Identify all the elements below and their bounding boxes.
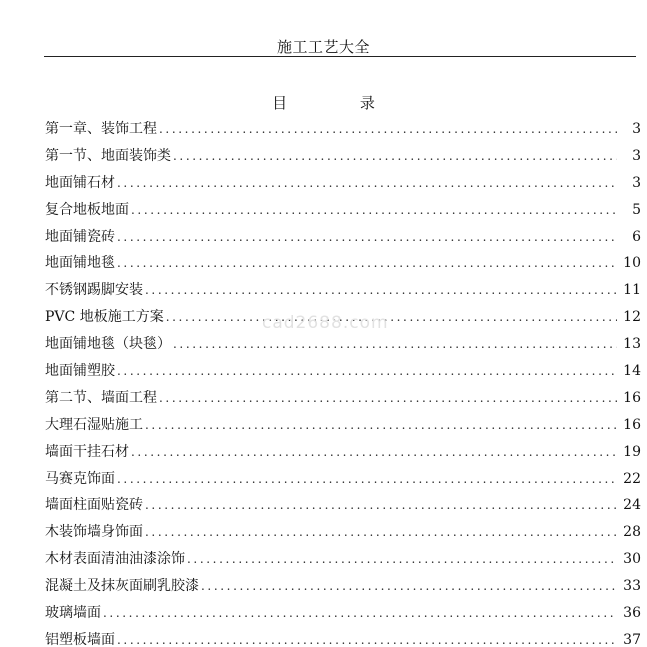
toc-entry-page: 19 — [623, 443, 641, 460]
toc-entry-title: 马赛克饰面 — [45, 470, 115, 487]
toc-entry-title: 地面铺瓷砖 — [45, 228, 115, 245]
toc-entry-title: 复合地板地面 — [45, 201, 129, 218]
toc-entry-title: 第一章、装饰工程 — [45, 121, 157, 137]
toc-leader-dots — [159, 388, 617, 409]
toc-leader-dots — [145, 495, 617, 516]
toc-leader-dots — [187, 549, 617, 570]
toc-entry[interactable] — [45, 576, 641, 603]
toc-entry[interactable] — [45, 280, 641, 307]
table-of-contents — [45, 119, 641, 647]
toc-entry-page: 22 — [623, 470, 641, 487]
toc-entry-title: 地面铺石材 — [45, 174, 115, 191]
toc-entry[interactable] — [45, 227, 641, 254]
toc-entry-page: 13 — [623, 336, 641, 353]
toc-entry[interactable] — [45, 630, 641, 647]
toc-entry-page: 11 — [623, 282, 641, 299]
toc-leader-dots — [117, 469, 617, 490]
watermark: cad2688.com — [262, 313, 389, 333]
toc-leader-dots — [103, 603, 617, 624]
toc-entry[interactable] — [45, 388, 641, 415]
document-header-title: 施工工艺大全 — [276, 38, 370, 56]
toc-entry[interactable] — [45, 361, 641, 388]
toc-entry-page: 3 — [632, 121, 641, 137]
toc-heading: 目 录 — [272, 94, 409, 112]
toc-entry-title: 地面铺地毯 — [45, 255, 115, 272]
toc-entry-page: 3 — [632, 147, 641, 164]
toc-leader-dots — [145, 415, 617, 436]
toc-leader-dots — [117, 253, 617, 274]
toc-entry-title: 第一节、地面装饰类 — [45, 147, 171, 164]
toc-leader-dots — [201, 576, 617, 597]
toc-entry[interactable] — [45, 603, 641, 630]
toc-entry-page: 12 — [623, 309, 641, 326]
toc-entry-page: 14 — [623, 363, 641, 380]
toc-entry-page: 10 — [623, 255, 641, 272]
toc-entry-title: 地面铺地毯（块毯） — [45, 336, 171, 353]
toc-leader-dots — [145, 522, 617, 543]
toc-entry[interactable] — [45, 173, 641, 200]
toc-leader-dots — [173, 146, 617, 167]
toc-entry-title: 墙面柱面贴瓷砖 — [45, 497, 143, 514]
toc-entry-page: 37 — [623, 631, 641, 647]
toc-entry[interactable] — [45, 307, 641, 334]
toc-leader-dots — [166, 307, 617, 328]
toc-entry-page: 33 — [623, 578, 641, 595]
toc-entry-page: 28 — [623, 524, 641, 541]
toc-leader-dots — [117, 227, 617, 248]
toc-entry-title: 墙面干挂石材 — [45, 443, 129, 460]
toc-entry[interactable] — [45, 549, 641, 576]
toc-entry-page: 5 — [632, 201, 641, 218]
toc-entry[interactable] — [45, 522, 641, 549]
toc-entry-title: 玻璃墙面 — [45, 605, 101, 622]
toc-entry-title: 混凝土及抹灰面刷乳胶漆 — [45, 578, 199, 595]
toc-leader-dots — [145, 280, 617, 301]
toc-entry-page: 6 — [632, 228, 641, 245]
toc-entry-page: 3 — [632, 174, 641, 191]
toc-entry[interactable] — [45, 469, 641, 496]
toc-entry[interactable] — [45, 253, 641, 280]
toc-entry-title: 铝塑板墙面 — [45, 631, 115, 647]
toc-entry-title: 大理石湿贴施工 — [45, 416, 143, 433]
toc-entry[interactable] — [45, 442, 641, 469]
toc-entry[interactable] — [45, 200, 641, 227]
toc-entry[interactable] — [45, 415, 641, 442]
toc-entry[interactable] — [45, 495, 641, 522]
toc-entry-page: 16 — [623, 389, 641, 406]
toc-leader-dots — [131, 200, 617, 221]
toc-entry-page: 16 — [623, 416, 641, 433]
toc-leader-dots — [117, 630, 617, 647]
toc-entry-title: PVC 地板施工方案 — [45, 309, 164, 326]
header-divider — [44, 56, 636, 57]
toc-leader-dots — [173, 334, 617, 355]
toc-entry-title: 地面铺塑胶 — [45, 363, 115, 380]
toc-entry-title: 木装饰墙身饰面 — [45, 524, 143, 541]
toc-entry-title: 第二节、墙面工程 — [45, 389, 157, 406]
toc-entry[interactable] — [45, 334, 641, 361]
toc-leader-dots — [159, 119, 617, 140]
toc-leader-dots — [117, 173, 617, 194]
toc-entry-title: 木材表面清油油漆涂饰 — [45, 551, 185, 568]
toc-leader-dots — [131, 442, 617, 463]
toc-entry-page: 24 — [623, 497, 641, 514]
toc-entry[interactable] — [45, 146, 641, 173]
toc-entry-page: 36 — [623, 605, 641, 622]
toc-entry[interactable] — [45, 119, 641, 146]
toc-entry-title: 不锈钢踢脚安装 — [45, 282, 143, 299]
toc-entry-page: 30 — [623, 551, 641, 568]
toc-leader-dots — [117, 361, 617, 382]
